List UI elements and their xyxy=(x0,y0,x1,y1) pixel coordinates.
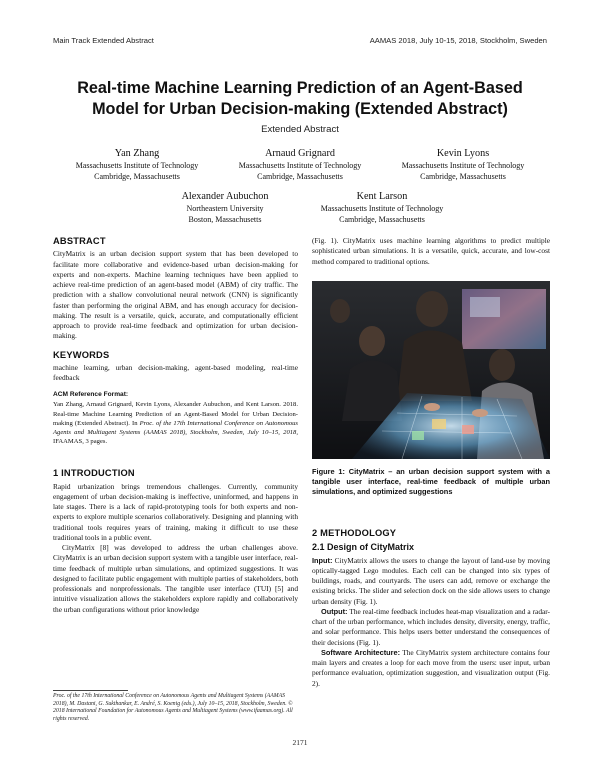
author-affiliation: Massachusetts Institute of Technology xyxy=(401,161,525,170)
keywords-heading: KEYWORDS xyxy=(53,349,110,360)
figure-1-caption: Figure 1: CityMatrix – an urban decision support system with a tangible user interface, real-time feedback of multiple urban simulations, and optimized suggestions xyxy=(312,467,550,497)
author-block xyxy=(215,147,385,182)
design-subheading: 2.1 Design of CityMatrix xyxy=(312,542,415,553)
author-name: Kent Larson xyxy=(356,191,408,202)
author-location: Cambridge, Massachusetts xyxy=(94,172,180,181)
author-location: Boston, Massachusetts xyxy=(188,215,262,224)
methodology-heading: 2 METHODOLOGY xyxy=(312,528,397,538)
author-block xyxy=(52,147,222,182)
output-paragraph xyxy=(312,607,550,648)
acm-reference-end: IFAAMAS, 3 pages. xyxy=(53,438,108,446)
paper-subtitle: Extended Abstract xyxy=(261,124,339,135)
acm-reference-text xyxy=(53,400,298,446)
author-name: Yan Zhang xyxy=(114,148,160,159)
author-block xyxy=(297,190,467,225)
footnote-rule xyxy=(53,690,128,691)
author-affiliation: Massachusetts Institute of Technology xyxy=(238,161,362,170)
footnote: Proc. of the 17th International Conference on Autonomous Agents and Multiagent Systems (AAMAS 2018), M. Dastani, G. Sukthankar, E. André, S. Koenig (eds.), July 10–15, 2018, Stockholm, Sweden. © 2018 International Foundation for Autonomous Agents and Multiagent Systems (www.ifaamas.org). All rights reserved. xyxy=(53,693,293,722)
figure-1-photo xyxy=(312,281,550,459)
output-label: Output: xyxy=(321,606,348,616)
paper-title xyxy=(0,78,600,120)
input-text: CityMatrix allows the users to change the layout of land-use by moving optically-tagged Lego modules. Each cell can be changed into six types of buildings, roads, and courtyards. The users can add, remove or exchange the existing bricks. The slider and selection dock on the side allows users to change urban density (Fig. 1). xyxy=(312,555,550,606)
input-label: Input: xyxy=(312,555,333,565)
right-column-intro xyxy=(312,236,550,267)
methodology-section xyxy=(312,528,550,689)
acm-reference-venue: Proc. of the 17th International Conference on Autonomous Agents and Multiagent Systems (AAMAS 2018), Stockholm, Sweden, July 10–15, 2018, xyxy=(53,419,298,437)
page-number: 2171 xyxy=(292,738,308,747)
title-line-2: Model for Urban Decision-making (Extended Abstract) xyxy=(92,100,508,118)
author-block xyxy=(140,190,310,225)
author-affiliation: Massachusetts Institute of Technology xyxy=(320,204,444,213)
acm-reference-heading: ACM Reference Format: xyxy=(53,391,129,399)
running-header-right: AAMAS 2018, July 10-15, 2018, Stockholm, Sweden xyxy=(369,36,547,45)
author-location: Cambridge, Massachusetts xyxy=(339,215,425,224)
author-location: Cambridge, Massachusetts xyxy=(257,172,343,181)
introduction-paragraph-2: CityMatrix [8] was developed to address the urban challenges above. CityMatrix is an urban decision support system with a tangible user interface, real-time feedback of multiple urban simulations, and optimized suggestions. It was designed to facilitate public engagement with multiple parties of stakeholders, both professionals and nonprofessionals. The tangible user interface (TUI) [5] and intuitive visualization allows the stakeholders explore rapidly and collaboratively the urban configurations without prior knowledge xyxy=(53,543,298,614)
author-affiliation: Massachusetts Institute of Technology xyxy=(75,161,199,170)
architecture-paragraph xyxy=(312,648,550,689)
keywords-text: machine learning, urban decision-making, agent-based modeling, real-time feedback xyxy=(53,362,298,382)
author-name: Alexander Aubuchon xyxy=(181,191,269,202)
architecture-label: Software Architecture: xyxy=(321,647,401,657)
introduction-paragraph-1: Rapid urbanization brings tremendous challenges. Currently, community engagement of urban decision-making is ineffective, uninformed, and happens in late stages. There is a lack of rapid-prototyping tools for both experts and non-experts to explore multiple scenarios collaboratively. Designing and planning with traditional tools requires years of training, making it difficult to use these traditional tools in a public event. xyxy=(53,481,298,542)
architecture-text: The CityMatrix system architecture contains four main layers and creates a loop for each move from the users: user input, urban performance evaluation, optimization suggestion, and visualization output (Fig. 2). xyxy=(312,647,550,688)
input-paragraph xyxy=(312,556,550,607)
introduction-heading: 1 INTRODUCTION xyxy=(53,468,135,479)
left-column xyxy=(53,236,298,615)
citymatrix-photo-illustration xyxy=(312,281,550,459)
output-text: The real-time feedback includes heat-map visualization and a radar-chart of the urban performance, which includes density, diversity, energy, traffic, and solar performance. This helps users better understand the consequences of their decisions (Fig. 1). xyxy=(312,606,550,647)
author-name: Kevin Lyons xyxy=(436,148,490,159)
author-affiliation: Northeastern University xyxy=(186,204,264,213)
abstract-text: CityMatrix is an urban decision support system that has been developed to facilitate more collaborative and evidence-based urban decision-making for experts and non-experts. Machine learning techniques have been applied to achieve real-time prediction of an agent-based model (ABM) of city traffic. The prediction with a shallow convolutional neural network (CNN) is significantly faster than performing the original ABM, and has enough accuracy for decision-making. The result is a versatile, quick, accurate, and computationally efficient approach to provide real-time feedback and optimization for urban decision-making. xyxy=(53,249,298,341)
acm-reference-plain: Yan Zhang, Arnaud Grignard, Kevin Lyons, Alexander Aubuchon, and Kent Larson. 2018. Real-time Machine Learning Prediction of an Agent-Based Model for Urban Decision-making (Extended Abstract). In xyxy=(53,401,298,427)
intro-continuation: (Fig. 1). CityMatrix uses machine learning algorithms to predict multiple sophisticated urban simulations. It is a versatile, quick, accurate, and low-cost method compared to traditional options. xyxy=(312,236,550,266)
author-name: Arnaud Grignard xyxy=(265,148,335,159)
running-header-left: Main Track Extended Abstract xyxy=(53,36,154,45)
title-line-1: Real-time Machine Learning Prediction of an Agent-Based xyxy=(77,79,523,97)
abstract-heading: ABSTRACT xyxy=(53,236,106,246)
author-block xyxy=(378,147,548,182)
author-location: Cambridge, Massachusetts xyxy=(420,172,506,181)
